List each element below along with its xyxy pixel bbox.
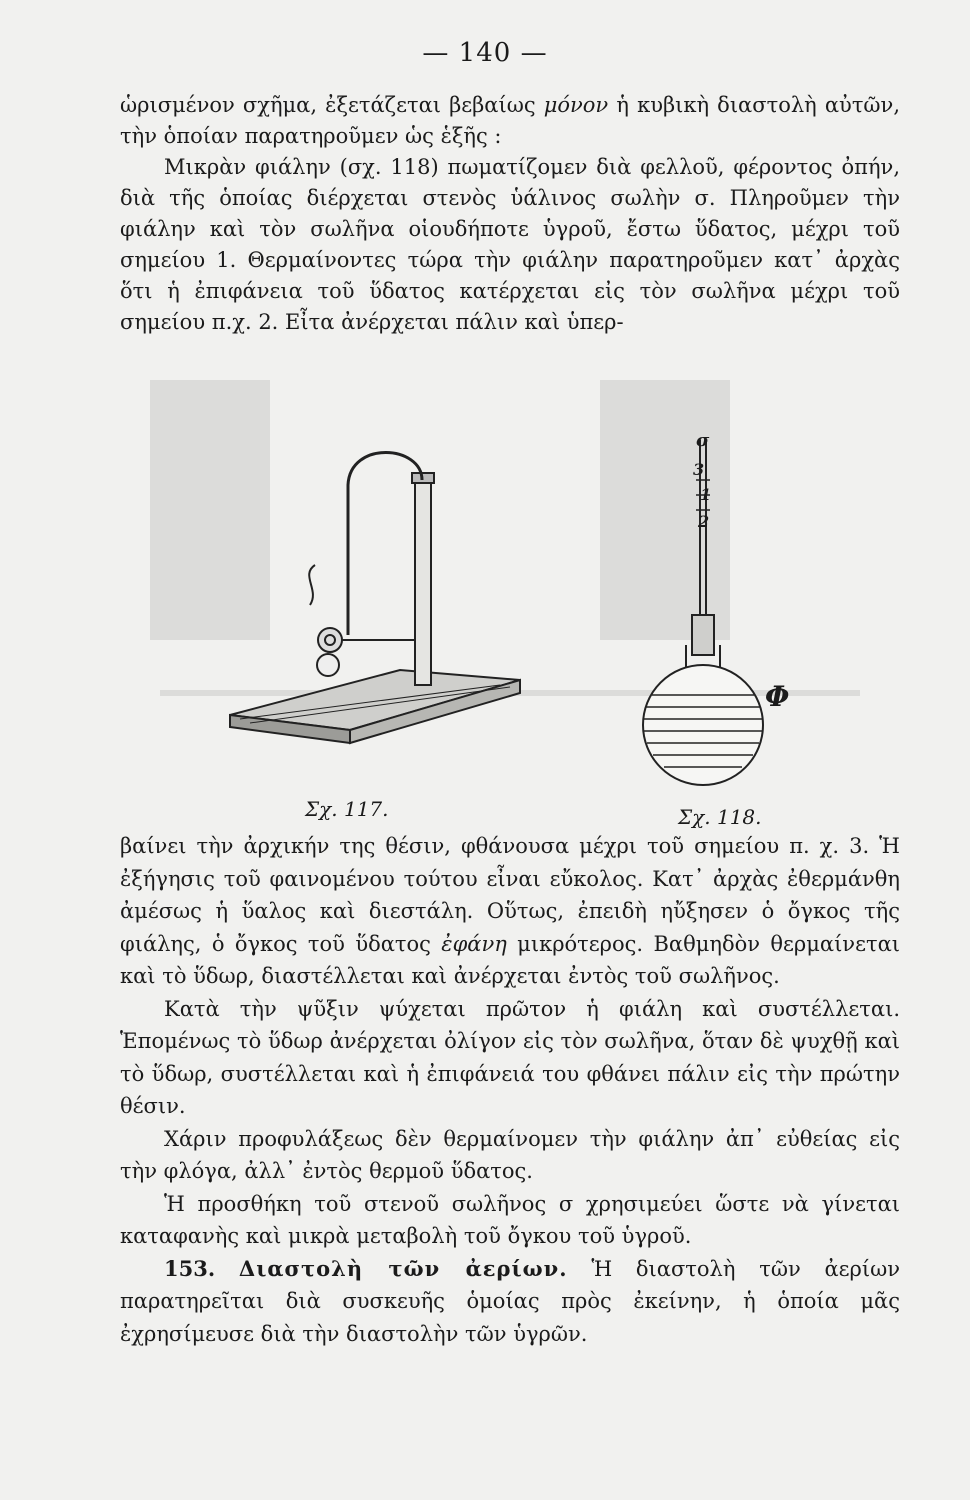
paragraph: Χάριν προφυλάξεως δὲν θερμαίνομεν τὴν φιάλην ἀπ᾽ εὐθείας εἰς τὴν φλόγα, ἀλλ᾽ ἐντὸς θερμοῦ ὕδατος.: [120, 1126, 900, 1183]
apparatus-illustrations: [200, 385, 820, 805]
figure-label-sigma: σ: [696, 430, 710, 451]
bottom-text-block: [120, 830, 900, 1350]
paragraph: Μικρὰν φιάλην (σχ. 118) πωματίζομεν διὰ φελλοῦ, φέροντος ὀπήν, διὰ τῆς ὁποίας διέρχεται στενὸς ὑάλινος σωλὴν σ. Πληροῦμεν τὴν φιάλην καὶ τὸν σωλῆνα οἱουδήποτε ὑγροῦ, ἔστω ὕδατος, μέχρι τοῦ σημείου 1. Θερμαίνοντες τώρα τὴν φιάλην παρατηροῦμεν κατ᾽ ἀρχὰς ὅτι ἡ ἐπιφάνεια τοῦ ὕδατος κατέρχεται εἰς τὸν σωλῆνα μέχρι τοῦ σημείου π.χ. 2. Εἶτα ἀνέρχεται πάλιν καὶ ὑπερ-: [120, 155, 900, 334]
figure-label-1: 1: [700, 485, 712, 504]
top-text-block: [120, 90, 900, 338]
paragraph: [120, 90, 900, 152]
section-number: 153.: [164, 1255, 216, 1281]
section-paragraph: [120, 1253, 900, 1351]
section-title: Διαστολὴ τῶν ἀερίων.: [238, 1255, 568, 1281]
page-number: — 140 —: [422, 38, 548, 68]
figure-label-3: 3: [693, 460, 705, 479]
emphasis-text: μόνον: [543, 93, 609, 117]
text-run: βαίνει τὴν ἀρχικήν της θέσιν, φθάνουσα μέχρι τοῦ σημείου π. χ. 3. Ἡ ἐξήγησις τοῦ φαινομένου τούτου εἶναι εὔκολος. Κατ᾽ ἀρχὰς ἐθερμάνθη ἀμέσως ἡ ὕαλος καὶ διεστάλη. Οὕτως, ἐπειδὴ ηὔξησεν ὁ ὄγκος τῆς φιάλης, ὁ ὄγκος τοῦ ὕδατος: [120, 834, 900, 956]
text-run: μικρότερος. Βαθμηδὸν θερμαίνεται καὶ τὸ ὕδωρ, διαστέλλεται καὶ ἀνέρχεται ἐντὸς τοῦ σωλῆνος.: [120, 931, 900, 988]
paragraph: Ἡ προσθήκη τοῦ στενοῦ σωλῆνος σ χρησιμεύει ὥστε νὰ γίνεται καταφανὴς καὶ μικρὰ μεταβολὴ τοῦ ὄγκου τοῦ ὑγροῦ.: [120, 1191, 900, 1248]
figure-label-2: 2: [698, 512, 710, 531]
paragraph: Κατὰ τὴν ψῦξιν ψύχεται πρῶτον ἡ φιάλη καὶ συστέλλεται. Ἑπομένως τὸ ὕδωρ ἀνέρχεται ὀλίγον εἰς τὸν σωλῆνα, ὅταν δὲ ψυχθῇ καὶ τὸ ὕδωρ, συστέλλεται καὶ ἡ ἐπιφάνειά του φθάνει πάλιν εἰς τὴν πρώτην θέσιν.: [120, 996, 900, 1118]
text-run: ἡ κυβικὴ διαστολὴ αὐτῶν, τὴν ὁποίαν παρατηροῦμεν ὡς ἑξῆς :: [120, 93, 901, 148]
figure-area: [200, 385, 820, 805]
figure-118-caption: Σχ. 118.: [678, 805, 762, 829]
figure-label-phi: Φ: [765, 680, 790, 713]
figure-117-drawing: [230, 453, 520, 744]
figure-117-caption: Σχ. 117.: [305, 797, 389, 821]
text-run: Ἡ διαστολὴ τῶν ἀερίων παρατηρεῖται διὰ συσκευῆς ὁμοίας πρὸς ἐκείνην, ἡ ὁποία μᾶς ἐχρησίμευσε διὰ τὴν διαστολὴν τῶν ὑγρῶν.: [120, 1256, 900, 1346]
paragraph: [120, 830, 900, 993]
emphasis-text: ἐφάνη: [441, 931, 507, 956]
text-run: ὡρισμένον σχῆμα, ἐξετάζεται βεβαίως: [120, 93, 544, 117]
